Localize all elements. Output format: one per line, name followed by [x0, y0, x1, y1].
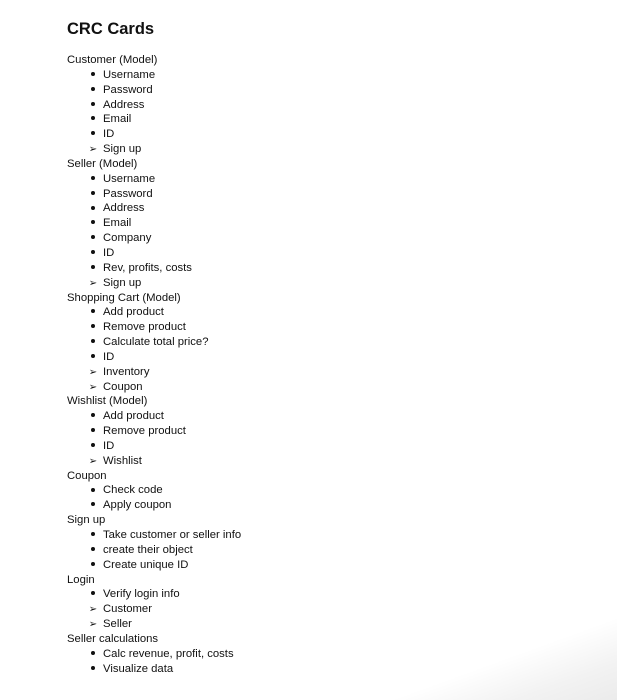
bullet-icon: [87, 68, 99, 83]
list-item: [67, 454, 587, 469]
bullet-icon: [87, 350, 99, 365]
list-item: [67, 68, 587, 83]
section-item-list: [67, 647, 587, 677]
section-heading: Login: [67, 573, 95, 586]
bullet-icon: [87, 231, 99, 246]
list-item-text: Seller: [103, 618, 132, 631]
list-item-text: Address: [103, 98, 145, 111]
list-item: [67, 409, 587, 424]
list-item-text: Apply coupon: [103, 499, 172, 512]
bullet-icon: [87, 112, 99, 127]
section-heading: Coupon: [67, 469, 107, 482]
bullet-icon: [87, 246, 99, 261]
list-item-text: Check code: [103, 484, 163, 497]
arrow-bullet-icon: [87, 380, 99, 396]
list-item-text: Username: [103, 68, 156, 81]
bullet-icon: [87, 483, 99, 498]
list-item: [67, 127, 587, 142]
list-item-text: Add product: [103, 306, 164, 319]
bullet-icon: [87, 409, 99, 424]
section-item-list: [67, 305, 587, 394]
bullet-icon: [87, 216, 99, 231]
list-item-text: ID: [103, 246, 115, 259]
list-item: [67, 380, 587, 395]
bullet-icon: [87, 528, 99, 543]
list-item: [67, 231, 587, 246]
section-item-list: [67, 409, 587, 468]
list-item: [67, 365, 587, 380]
list-item: [67, 662, 587, 677]
arrow-bullet-icon: [87, 365, 99, 381]
section-item-list: [67, 587, 587, 632]
bullet-icon: [87, 83, 99, 98]
list-item-text: Sign up: [103, 143, 142, 156]
crc-card-section: [67, 53, 587, 157]
arrow-bullet-icon: [87, 276, 99, 292]
section-item-list: [67, 172, 587, 291]
list-item-text: Rev, profits, costs: [103, 261, 192, 274]
list-item-text: Address: [103, 202, 145, 215]
list-item-text: create their object: [103, 543, 193, 556]
bullet-icon: [87, 201, 99, 216]
crc-card-section: [67, 291, 587, 395]
list-item: [67, 647, 587, 662]
list-item-text: Create unique ID: [103, 558, 189, 571]
document-title: CRC Cards: [67, 20, 155, 38]
bullet-icon: [87, 424, 99, 439]
bullet-icon: [87, 662, 99, 677]
list-item: [67, 320, 587, 335]
list-item: [67, 305, 587, 320]
list-item-text: Company: [103, 232, 152, 245]
list-item: [67, 543, 587, 558]
list-item: [67, 602, 587, 617]
bullet-icon: [87, 543, 99, 558]
arrow-bullet-icon: [87, 454, 99, 470]
crc-card-section: [67, 469, 587, 514]
list-item-text: Wishlist: [103, 454, 142, 467]
list-item-text: Username: [103, 172, 156, 185]
list-item-text: Customer: [103, 603, 152, 616]
section-heading: Seller calculations: [67, 632, 159, 645]
bullet-icon: [87, 261, 99, 276]
list-item: [67, 112, 587, 127]
bullet-icon: [87, 587, 99, 602]
list-item-text: ID: [103, 439, 115, 452]
list-item: [67, 528, 587, 543]
list-item: [67, 172, 587, 187]
bullet-icon: [87, 335, 99, 350]
list-item: [67, 587, 587, 602]
list-item: [67, 276, 587, 291]
section-heading: Wishlist (Model): [67, 395, 148, 408]
arrow-bullet-icon: [87, 142, 99, 158]
list-item-text: Email: [103, 113, 132, 126]
list-item: [67, 246, 587, 261]
list-item: [67, 98, 587, 113]
list-item-text: Email: [103, 217, 132, 230]
list-item-text: ID: [103, 128, 115, 141]
crc-sections: [67, 53, 587, 676]
list-item: [67, 335, 587, 350]
crc-card-section: [67, 573, 587, 632]
section-heading: Customer (Model): [67, 54, 158, 66]
list-item: [67, 261, 587, 276]
list-item-text: Coupon: [103, 380, 143, 393]
list-item: [67, 498, 587, 513]
section-heading: Seller (Model): [67, 157, 138, 170]
list-item-text: Calculate total price?: [103, 336, 209, 349]
list-item: [67, 142, 587, 157]
list-item-text: ID: [103, 350, 115, 363]
list-item-text: Remove product: [103, 321, 186, 334]
list-item: [67, 350, 587, 365]
list-item: [67, 83, 587, 98]
bullet-icon: [87, 439, 99, 454]
list-item-text: Add product: [103, 410, 164, 423]
list-item: [67, 216, 587, 231]
bullet-icon: [87, 98, 99, 113]
bullet-icon: [87, 320, 99, 335]
section-heading: Sign up: [67, 514, 106, 527]
bullet-icon: [87, 647, 99, 662]
section-heading: Shopping Cart (Model): [67, 291, 181, 304]
crc-card-section: [67, 513, 587, 572]
list-item-text: Visualize data: [103, 662, 174, 675]
list-item-text: Sign up: [103, 276, 142, 289]
list-item: [67, 187, 587, 202]
bullet-icon: [87, 305, 99, 320]
section-item-list: [67, 483, 587, 513]
list-item-text: Verify login info: [103, 588, 180, 601]
section-item-list: [67, 68, 587, 157]
list-item-text: Password: [103, 187, 153, 200]
arrow-bullet-icon: [87, 602, 99, 618]
list-item-text: Calc revenue, profit, costs: [103, 647, 234, 660]
list-item-text: Inventory: [103, 365, 150, 378]
list-item: [67, 424, 587, 439]
crc-card-section: [67, 157, 587, 291]
list-item-text: Take customer or seller info: [103, 529, 242, 541]
list-item: [67, 558, 587, 573]
list-item-text: Remove product: [103, 425, 186, 438]
list-item: [67, 617, 587, 632]
crc-card-section: [67, 632, 587, 677]
bullet-icon: [87, 127, 99, 142]
bullet-icon: [87, 187, 99, 202]
bullet-icon: [87, 558, 99, 573]
list-item: [67, 439, 587, 454]
bullet-icon: [87, 498, 99, 513]
bullet-icon: [87, 172, 99, 187]
arrow-bullet-icon: [87, 617, 99, 633]
crc-document: [67, 19, 587, 676]
list-item-text: Password: [103, 83, 153, 96]
list-item: [67, 201, 587, 216]
list-item: [67, 483, 587, 498]
crc-card-section: [67, 394, 587, 468]
section-item-list: [67, 528, 587, 573]
